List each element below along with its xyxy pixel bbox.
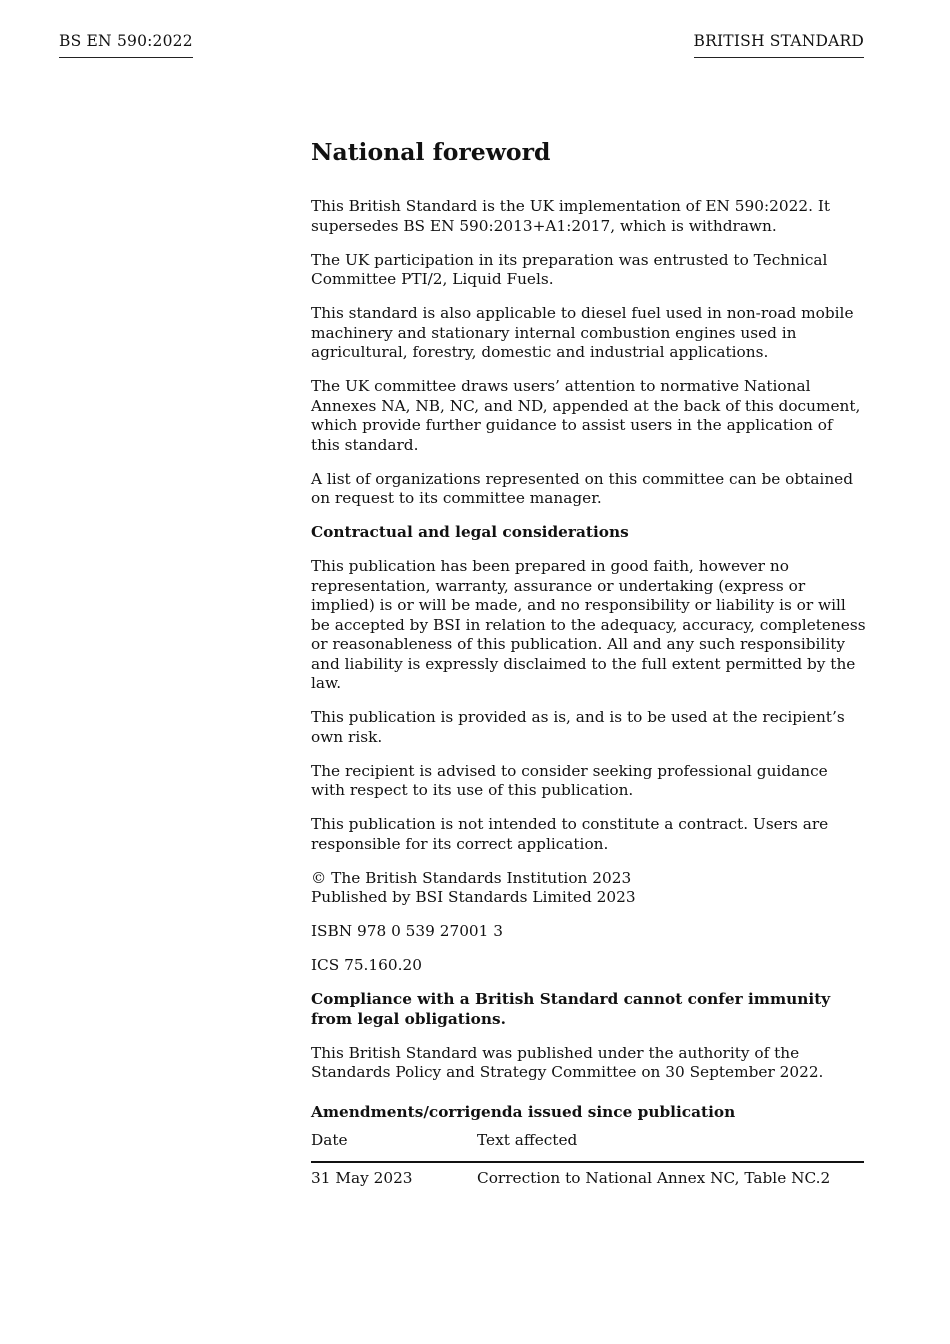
table-header-row	[311, 1131, 864, 1162]
column-header-text-affected: Text affected	[477, 1131, 864, 1162]
copyright-line: © The British Standards Institution 2023	[311, 868, 632, 887]
publisher-line: Published by BSI Standards Limited 2023	[311, 888, 636, 906]
legal-paragraph-guidance: The recipient is advised to consider seeking professional guidance with respect to its use of this publication.	[311, 761, 828, 799]
amendments-heading: Amendments/corrigenda issued since publication	[311, 1102, 736, 1121]
column-header-date: Date	[311, 1131, 477, 1162]
legal-paragraph-risk: This publication is provided as is, and is to be used at the recipient’s own risk.	[311, 708, 845, 746]
isbn: ISBN 978 0 539 27001 3	[311, 922, 503, 940]
amendment-date: 31 May 2023	[311, 1168, 413, 1187]
ics: ICS 75.160.20	[311, 956, 422, 974]
paragraph-implementation: This British Standard is the UK implementation of EN 590:2022. It supersedes BS EN 590:2013+A1:2017, which is withdrawn.	[311, 197, 831, 235]
amendment-text: Correction to National Annex NC, Table NC.2	[477, 1168, 831, 1187]
document-type: BRITISH STANDARD	[694, 31, 865, 58]
foreword-body	[311, 136, 866, 1188]
legal-heading: Contractual and legal considerations	[311, 523, 629, 541]
amendments-table	[311, 1131, 864, 1188]
document-id: BS EN 590:2022	[59, 31, 193, 58]
authority-statement: This British Standard was published under the authority of the Standards Policy and Strategy Committee on 30 September 2022.	[311, 1043, 824, 1081]
legal-paragraph-contract: This publication is not intended to constitute a contract. Users are responsible for its correct application.	[311, 815, 829, 853]
paragraph-committee: The UK participation in its preparation was entrusted to Technical Committee PTI/2, Liquid Fuels.	[311, 250, 828, 288]
paragraph-national-annexes: The UK committee draws users’ attention to normative National Annexes NA, NB, NC, and ND, appended at the back of this document, which provide further guidance to assist users in the application of this standard.	[311, 377, 861, 454]
table-row	[311, 1162, 864, 1189]
paragraph-organizations: A list of organizations represented on this committee can be obtained on request to its committee manager.	[311, 469, 854, 507]
paragraph-applicability: This standard is also applicable to diesel fuel used in non-road mobile machinery and stationary internal combustion engines used in agricultural, forestry, domestic and industrial applications.	[311, 304, 854, 361]
page-title: National foreword	[311, 138, 551, 166]
legal-paragraph-good-faith: This publication has been prepared in good faith, however no representation, warranty, assurance or undertaking (express or implied) is or will be made, and no responsibility or liability is or will be accepted by BSI in relation to the adequacy, accuracy, completeness or reasonableness of this publication. All and any such responsibility and liability is expressly disclaimed to the full extent permitted by the law.	[311, 557, 866, 692]
copyright-block	[311, 869, 866, 908]
compliance-statement: Compliance with a British Standard cannot confer immunity from legal obligations.	[311, 990, 831, 1028]
